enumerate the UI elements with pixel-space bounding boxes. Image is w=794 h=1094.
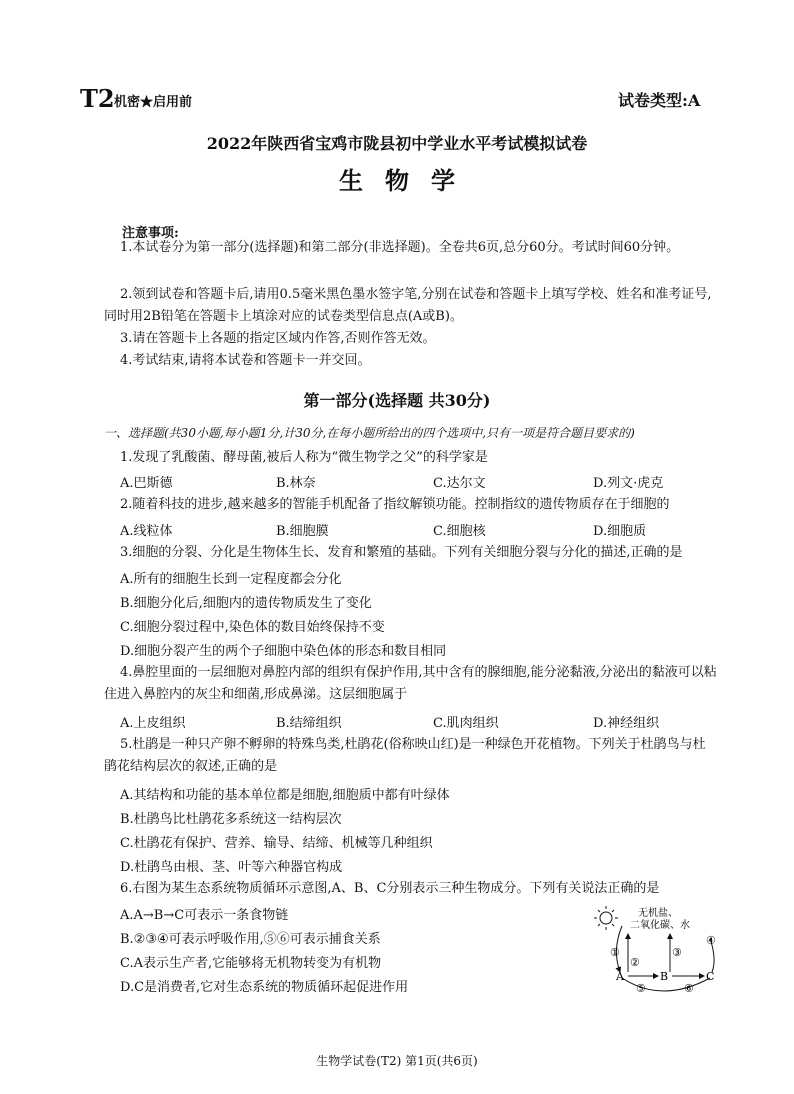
question-1-option-d: D.列文·虎克 bbox=[593, 476, 664, 491]
note-item-3: 3.请在答题卡上各题的指定区域内作答,否则作答无效。 bbox=[120, 331, 436, 346]
question-1-stem: 1.发现了乳酸菌、酵母菌,被后人称为“微生物学之父”的科学家是 bbox=[120, 450, 488, 465]
question-5-stem: 5.杜鹃是一种只产卵不孵卵的特殊鸟类,杜鹃花(俗称映山红)是一种绿色开花植物。下列关于杜鹃鸟与杜鹃花结构层次的叙述,正确的是 bbox=[104, 737, 706, 774]
notes-heading: 注意事项: bbox=[122, 226, 179, 241]
sun-icon bbox=[594, 906, 618, 930]
exam-code-tag: T2 bbox=[80, 84, 115, 113]
question-2-stem: 2.随着科技的进步,越来越多的智能手机配备了指纹解锁功能。控制指纹的遗传物质存在于细胞的 bbox=[120, 497, 670, 512]
question-6-option-a: A.A→B→C可表示一条食物链 bbox=[120, 908, 289, 923]
note-item-1: 1.本试卷分为第一部分(选择题)和第二部分(非选择题)。全卷共6页,总分60分。考试时间60分钟。 bbox=[120, 240, 680, 255]
question-3-option-d: D.细胞分裂产生的两个子细胞中染色体的形态和数目相同 bbox=[120, 644, 447, 659]
question-4-option-a: A.上皮组织 bbox=[120, 716, 186, 731]
question-3-option-a: A.所有的细胞生长到一定程度都会分化 bbox=[120, 572, 342, 587]
diagram-label-top-1: 无机盐、 bbox=[638, 908, 678, 919]
note-item-4: 4.考试结束,请将本试卷和答题卡一并交回。 bbox=[120, 353, 371, 368]
question-5-option-b: B.杜鹃鸟比杜鹃花多系统这一结构层次 bbox=[120, 812, 342, 827]
question-6-stem: 6.右图为某生态系统物质循环示意图,A、B、C分别表示三种生物成分。下列有关说法正确的是 bbox=[120, 881, 660, 896]
diagram-label-top-2: 二氧化碳、水 bbox=[630, 920, 690, 931]
subject-title: 生物学 bbox=[339, 166, 477, 195]
question-5-option-d: D.杜鹃鸟由根、茎、叶等六种器官构成 bbox=[120, 860, 343, 875]
question-2-option-b: B.细胞膜 bbox=[276, 524, 329, 539]
node-c: C bbox=[706, 970, 715, 983]
arrow-label-6: ⑥ bbox=[684, 982, 694, 995]
paper-type-label: 试卷类型:A bbox=[618, 91, 701, 110]
question-4-stem: 4.鼻腔里面的一层细胞对鼻腔内部的组织有保护作用,其中含有的腺细胞,能分泌黏液,分泌出的黏液可以粘住进入鼻腔内的灰尘和细菌,形成鼻涕。这层细胞属于 bbox=[104, 665, 717, 702]
section-instruction: 一、选择题(共30小题,每小题1分,计30分,在每小题所给出的四个选项中,只有一项是符合题目要求的) bbox=[104, 426, 635, 440]
exam-title: 2022年陕西省宝鸡市陇县初中学业水平考试模拟试卷 bbox=[206, 134, 588, 153]
question-3-option-c: C.细胞分裂过程中,染色体的数目始终保持不变 bbox=[120, 620, 385, 635]
question-2-option-a: A.线粒体 bbox=[120, 524, 173, 539]
node-b: B bbox=[660, 970, 669, 983]
question-4-option-b: B.结缔组织 bbox=[276, 716, 342, 731]
question-6-option-b: B.②③④可表示呼吸作用,⑤⑥可表示捕食关系 bbox=[120, 932, 381, 947]
node-a: A bbox=[616, 970, 624, 983]
question-5-option-a: A.其结构和功能的基本单位都是细胞,细胞质中都有叶绿体 bbox=[120, 788, 450, 803]
question-6-option-c: C.A表示生产者,它能够将无机物转变为有机物 bbox=[120, 956, 382, 971]
question-1-option-b: B.林奈 bbox=[276, 476, 316, 491]
confidential-label: 机密★启用前 bbox=[114, 95, 193, 110]
arrow-label-5: ⑤ bbox=[636, 982, 646, 995]
arrow-label-3: ③ bbox=[672, 946, 682, 959]
question-2-option-d: D.细胞质 bbox=[593, 524, 647, 539]
section-title: 第一部分(选择题 共30分) bbox=[303, 391, 491, 410]
question-1-option-c: C.达尔文 bbox=[433, 476, 486, 491]
arrow-label-2: ② bbox=[630, 956, 640, 969]
question-2-option-c: C.细胞核 bbox=[433, 524, 486, 539]
page-footer: 生物学试卷(T2) 第1页(共6页) bbox=[316, 1054, 478, 1068]
arrow-label-4: ④ bbox=[706, 934, 716, 947]
question-4-option-d: D.神经组织 bbox=[593, 716, 660, 731]
question-5-option-c: C.杜鹃花有保护、营养、输导、结缔、机械等几种组织 bbox=[120, 836, 433, 851]
arrow-label-1: ① bbox=[610, 946, 620, 959]
question-1-option-a: A.巴斯德 bbox=[120, 476, 173, 491]
question-6-option-d: D.C是消费者,它对生态系统的物质循环起促进作用 bbox=[120, 980, 409, 995]
note-item-2: 2.领到试卷和答题卡后,请用0.5毫米黑色墨水签字笔,分别在试卷和答题卡上填写学校、姓名和准考证号,同时用2B铅笔在答题卡上填涂对应的试卷类型信息点(A或B)。 bbox=[104, 287, 712, 324]
question-3-stem: 3.细胞的分裂、分化是生物体生长、发育和繁殖的基础。下列有关细胞分裂与分化的描述,正确的是 bbox=[120, 545, 683, 560]
question-4-option-c: C.肌肉组织 bbox=[433, 716, 499, 731]
question-3-option-b: B.细胞分化后,细胞内的遗传物质发生了变化 bbox=[120, 596, 372, 611]
ecosystem-cycle-diagram bbox=[592, 900, 722, 1000]
